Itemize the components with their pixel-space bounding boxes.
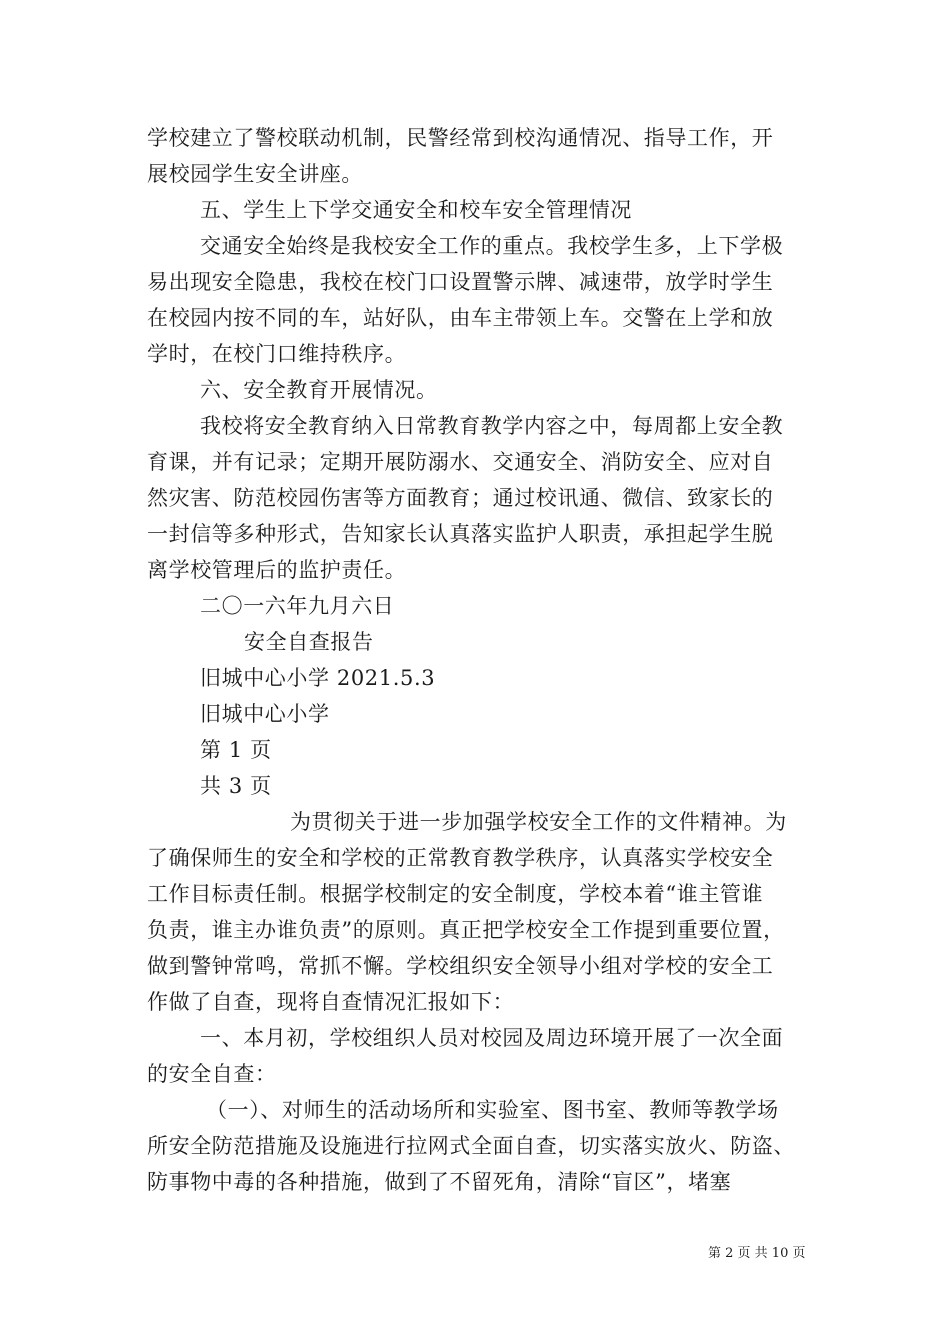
text-line: 学校建立了警校联动机制，民警经常到校沟通情况、指导工作，开 xyxy=(147,126,774,150)
text-line: 防事物中毒的各种措施，做到了不留死角，清除“盲区”，堵塞 xyxy=(147,1170,732,1194)
text-line: 展校园学生安全讲座。 xyxy=(147,162,363,186)
text-line: 负责，谁主办谁负责”的原则。真正把学校安全工作提到重要位置， xyxy=(147,918,785,942)
page-footer: 第 2 页 共 10 页 xyxy=(708,1246,806,1261)
text-line: 做到警钟常鸣，常抓不懈。学校组织安全领导小组对学校的安全工 xyxy=(147,954,774,978)
text-line: 交通安全始终是我校安全工作的重点。我校学生多，上下学极 xyxy=(200,234,784,258)
inline-page-number: 第 1 页 xyxy=(200,738,272,762)
section-heading: 五、学生上下学交通安全和校车安全管理情况 xyxy=(200,198,632,222)
text-line: 然灾害、防范校园伤害等方面教育；通过校讯通、微信、致家长的 xyxy=(147,486,774,510)
section-heading: 六、安全教育开展情况。 xyxy=(200,378,438,402)
text-line: 学时，在校门口维持秩序。 xyxy=(147,342,407,366)
text-line: 了确保师生的安全和学校的正常教育教学秩序，认真落实学校安全 xyxy=(147,846,774,870)
date-line: 二〇一六年九月六日 xyxy=(200,594,395,618)
text-line: 工作目标责任制。根据学校制定的安全制度，学校本着“谁主管谁 xyxy=(147,882,764,906)
text-line: 我校将安全教育纳入日常教育教学内容之中，每周都上安全教 xyxy=(200,414,784,438)
text-line: 育课，并有记录；定期开展防溺水、交通安全、消防安全、应对自 xyxy=(147,450,774,474)
school-name: 旧城中心小学 xyxy=(200,702,330,726)
school-date-line: 旧城中心小学 2021.5.3 xyxy=(200,666,436,690)
text-line: 的安全自查： xyxy=(147,1062,277,1086)
text-line: 为贯彻关于进一步加强学校安全工作的文件精神。为 xyxy=(290,810,787,834)
report-title: 安全自查报告 xyxy=(244,630,374,654)
text-line: 离学校管理后的监护责任。 xyxy=(147,558,407,582)
inline-page-total: 共 3 页 xyxy=(200,774,272,798)
text-line: 一、本月初，学校组织人员对校园及周边环境开展了一次全面 xyxy=(200,1026,784,1050)
text-line: （一）、对师生的活动场所和实验室、图书室、教师等教学场 xyxy=(206,1098,779,1122)
text-line: 所安全防范措施及设施进行拉网式全面自查，切实落实放火、防盗、 xyxy=(147,1134,795,1158)
text-line: 一封信等多种形式，告知家长认真落实监护人职责，承担起学生脱 xyxy=(147,522,774,546)
text-line: 作做了自查，现将自查情况汇报如下： xyxy=(147,990,515,1014)
text-line: 在校园内按不同的车，站好队，由车主带领上车。交警在上学和放 xyxy=(147,306,774,330)
text-line: 易出现安全隐患，我校在校门口设置警示牌、减速带，放学时学生 xyxy=(147,270,774,294)
